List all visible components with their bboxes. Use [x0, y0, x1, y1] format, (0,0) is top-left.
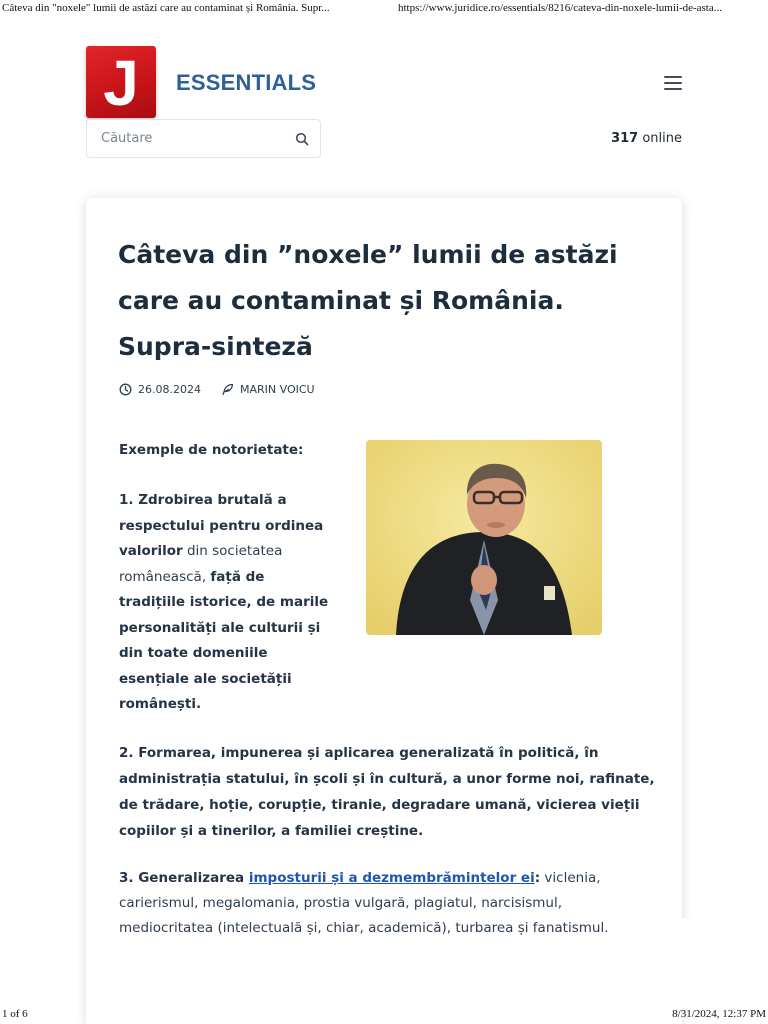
- impostura-link[interactable]: imposturii și a dezmembrămintelor ei: [248, 870, 535, 886]
- brand-name[interactable]: ESSENTIALS: [176, 70, 317, 95]
- article-intro: [119, 440, 359, 460]
- p3-text: viclenia, carierismul, megalomania, prostia vulgară, plagiatul, narcisismul, mediocritatea (intelectuală și, chiar, academică), turbarea și fanatismul.: [119, 870, 609, 936]
- hamburger-icon[interactable]: [664, 74, 682, 90]
- print-page-number: 1 of 6: [2, 1008, 28, 1020]
- article-paragraph-1: [119, 488, 329, 718]
- online-label: online: [642, 131, 682, 146]
- print-page-url: https://www.juridice.ro/essentials/8216/cateva-din-noxele-lumii-de-asta...: [398, 2, 723, 14]
- article-meta: [119, 382, 315, 396]
- p1-bold-2: față de tradițiile istorice, de marile personalități ale culturii și din toate domeniile esențiale ale societății românești.: [119, 568, 329, 712]
- search-box: [86, 119, 321, 158]
- clock-icon: [119, 383, 132, 396]
- print-footer: [0, 1006, 768, 1024]
- search-icon[interactable]: [295, 132, 309, 146]
- online-counter: [611, 131, 682, 146]
- p2-bold: 2. Formarea, impunerea și aplicarea generalizată în politică, în administrația statului, în școli și în cultură, a unor forme noi, rafinate, de trădare, hoție, corupție, tiranie, degradare umană, vicierea vieții copiilor și a tinerilor, a familiei creștine.: [119, 745, 655, 839]
- feather-icon: [221, 383, 234, 396]
- intro-text: Exemple de notorietate:: [119, 442, 304, 458]
- logo-letter: J: [103, 47, 139, 119]
- print-header: [0, 0, 768, 18]
- site-logo[interactable]: [86, 46, 156, 118]
- search-input[interactable]: [87, 120, 287, 157]
- article-date: 26.08.2024: [138, 382, 201, 396]
- p1-bold-1: 1. Zdrobirea brutală a respectului pentru ordinea valorilor: [119, 492, 324, 559]
- page-cut-overlay: [682, 918, 768, 1008]
- p1-text-1: din societatea românească,: [119, 543, 283, 585]
- article-paragraph-2: [119, 740, 659, 844]
- print-page-title: Câteva din "noxele" lumii de astăzi care au contaminat și România. Supr...: [2, 2, 330, 14]
- article-title: Câteva din ”noxele” lumii de astăzi care au contaminat și România. Supra-sinteză: [118, 240, 618, 361]
- online-count: 317: [611, 131, 639, 146]
- p3-bold-2: :: [534, 870, 541, 886]
- author-photo: [366, 440, 602, 635]
- article-author[interactable]: MARIN VOICU: [239, 382, 315, 396]
- p3-bold-1: 3. Generalizarea: [119, 870, 249, 886]
- article-paragraph-3: [119, 866, 659, 941]
- print-datetime: 8/31/2024, 12:37 PM: [672, 1008, 766, 1020]
